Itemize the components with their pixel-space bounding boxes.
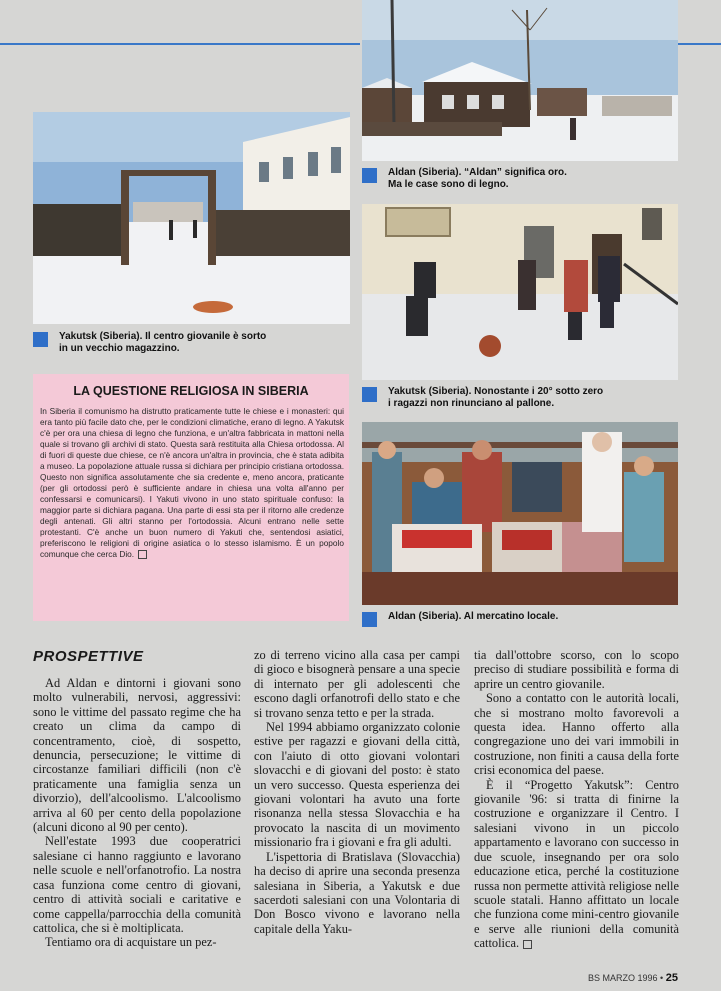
caption-aldan-houses: Aldan (Siberia). “Aldan” significa oro. Ma le case sono di legno. [362, 167, 678, 195]
caption-aldan-market: Aldan (Siberia). Al mercatino locale. [362, 611, 678, 627]
caption-marker [362, 168, 377, 183]
box-text: In Siberia il comunismo ha distrutto praticamente tutte le chiese e i monasteri: qui era tanto più facile dato che, per le condizioni climatiche, erano di legno. A Yakutsk c'è per ora una chiesa di legno che funziona, e un'altra fabbricata in mattoni nella quale si trovano gli archivi di stato. Questa sarà restituita alla Chiesa ortodossa. Al di fuori di queste due chiese, ce n'è ancora un'altra in provincia, che è stata adibita a museo. La popolazione attuale russa si dichiara per principio cristiana ortodossa. Questo non significa assolutamente che sia credente e, meno ancora, praticante (per gli ortodossi però è sufficiente andare in chiesa una volta all'anno per confessarsi e comunicarsi). I Yakuti vivono in uno stato spirituale confuso: la maggior parte si dichiara pagana. Una parte di essi sta per il ritorno alle credenze degli antenati. Gli altri stanno per l'ortodossia. Alcuni entrano nelle sette protestanti. C'è anche un buon numero di Yakuti che, sentendosi asiatici, preferiscono le religioni di origine asiatica o lo stesso islamismo. È un popolo comunque che cerca Dio. [40, 406, 344, 559]
paragraph: È il “Progetto Yakutsk”: Centro giovanile '96: si tratta di finirne la costruzione e organizzare il Centro. I salesiani vivono in un piccolo appartamento e lavorano con successo in due scuole, insegnando per ora solo educazione etica, perché la costituzione russa non permette attività religiose nelle scuole statali. Hanno affittato un locale che funziona come mini-centro giovanile e serve alle riunioni della comunità cattolica. [474, 777, 679, 951]
article-column-1 [33, 676, 241, 950]
religious-question-box [33, 374, 349, 621]
article-column-2 [254, 648, 460, 936]
paragraph: Nel 1994 abbiamo organizzato colonie estive per ragazzi e giovani della città, con l'aiuto di otto giovani volontari slovacchi e di giovani del posto: è stato un vero successo. Questa esperienza dei giovani volontari ha avuto una forte risonanza nella stessa Slovacchia e ha provocato la nascita di un movimento missionario fra i giovani e fra gli adulti. [254, 720, 460, 850]
caption-marker [362, 612, 377, 627]
page-number: 25 [665, 972, 678, 984]
paragraph: Ad Aldan e dintorni i giovani sono molto vulnerabili, nervosi, aggressivi: sono le vittime del passato regime che ha creato un clima da campo di concentramento, cioè, di sospetto, denuncia, persecuzione; le vittime di circostanze familiari difficili (non c'è praticamente una famiglia senza un divorzio), dell'alcoolismo. L'alcoolismo arriva al 60 per cento della popolazione (alcuni dicono al 90 per cento). [33, 676, 241, 835]
photo-yakutsk-warehouse [33, 112, 350, 324]
box-title: LA QUESTIONE RELIGIOSA IN SIBERIA [73, 384, 309, 398]
paragraph: tia dall'ottobre scorso, con lo scopo preciso di studiare possibilità e forma di aprire un centro giovanile. [474, 648, 679, 691]
end-mark-icon [138, 550, 147, 559]
paragraph: zo di terreno vicino alla casa per campi di gioco e bisognerà pensare a una specie di internato per gli adolescenti che escono dagli orfanotrofi dello stato e che si trovano senza tetto e per la strada. [254, 648, 460, 720]
caption-marker [33, 332, 48, 347]
issue-label: BS MARZO 1996 • [588, 973, 664, 983]
photo-yakutsk-ball [362, 204, 678, 380]
end-mark-icon [523, 940, 532, 949]
top-rule-left [0, 43, 360, 45]
paragraph: Sono a contatto con le autorità locali, che si mostrano molto favorevoli a questa idea. Hanno offerto alla congregazione uno dei vari immobili in costruzione, non finiti a causa della forte crisi economica del paese. [474, 691, 679, 778]
article-column-3 [474, 648, 679, 951]
photo-aldan-market [362, 422, 678, 605]
paragraph: Nell'estate 1993 due cooperatrici salesiane ci hanno raggiunto e lavorano nelle scuole e nell'orfanotrofio. La nostra casa funziona come centro di giovani, centro di attività sociali e caritative e come cappella/parrocchia della comunità cattolica, che si è moltiplicata. [33, 834, 241, 935]
caption-yakutsk-ball: Yakutsk (Siberia). Nonostante i 20° sotto zero i ragazzi non rinunciano al pallone. [362, 386, 678, 414]
caption-marker [362, 387, 377, 402]
paragraph: L'ispettoria di Bratislava (Slovacchia) ha deciso di aprire una seconda presenza salesiana in Siberia, a Yakutsk e due sacerdoti salesiani con una Volontaria di Don Bosco vivono e lavorano nella capitale della Yaku- [254, 849, 460, 936]
top-rule-right [678, 43, 721, 45]
photo-aldan-houses [362, 0, 678, 161]
article-heading: PROSPETTIVE [33, 648, 144, 665]
caption-yakutsk-warehouse: Yakutsk (Siberia). Il centro giovanile è sorto in un vecchio magazzino. [33, 331, 350, 359]
paragraph: Tentiamo ora di acquistare un pez- [45, 935, 217, 950]
page-footer [588, 972, 678, 984]
